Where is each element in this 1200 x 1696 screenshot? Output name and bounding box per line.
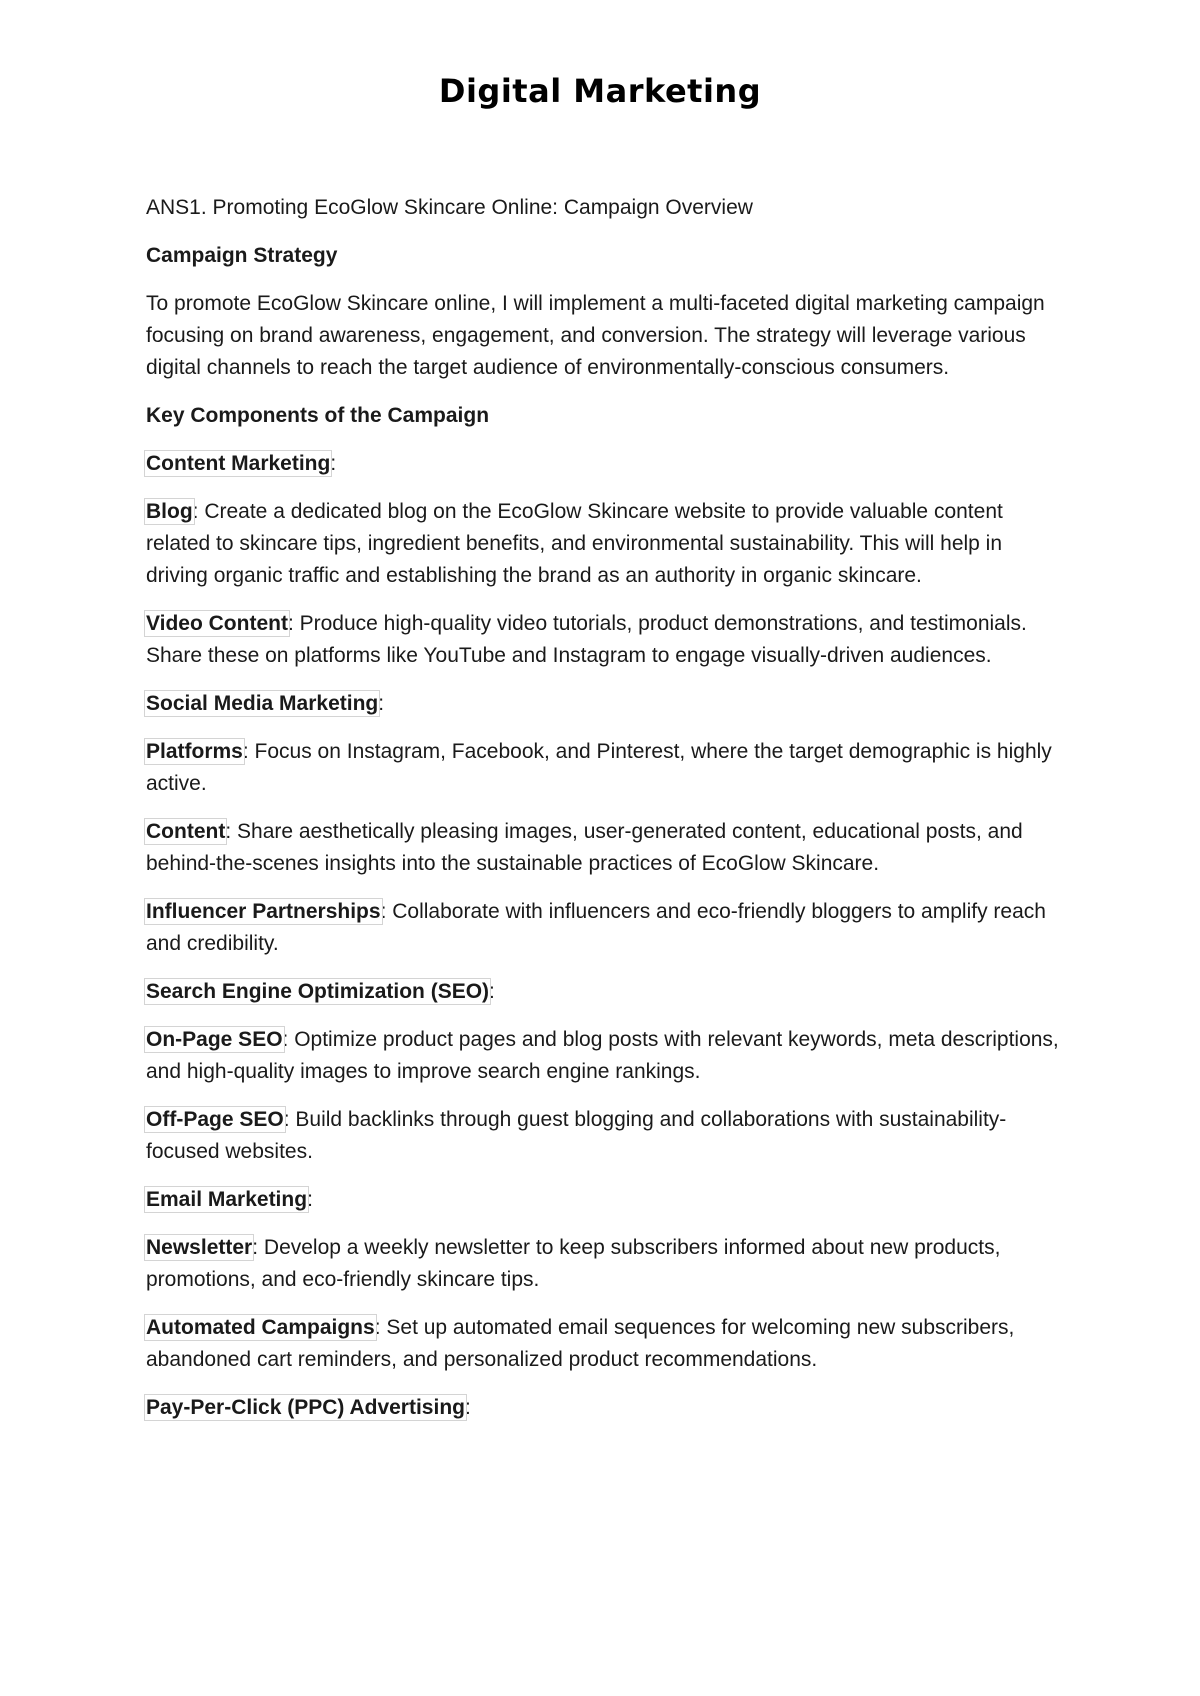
onpage-seo-text: Optimize product pages and blog posts with relevant keywords, meta descriptions, and high-quality images to improve search engine rankings. — [146, 1028, 1059, 1083]
content-paragraph — [146, 816, 1066, 880]
platforms-term: Platforms — [146, 740, 243, 763]
document-body — [146, 192, 1066, 1440]
colon: : — [380, 900, 387, 923]
colon: : — [282, 1028, 289, 1051]
colon: : — [330, 452, 337, 475]
influencer-text: Collaborate with influencers and eco-friendly bloggers to amplify reach and credibility. — [146, 900, 1046, 955]
colon: : — [378, 692, 385, 715]
automated-campaigns-text: Set up automated email sequences for welcoming new subscribers, abandoned cart reminders, and personalized product recommendations. — [146, 1316, 1015, 1371]
onpage-seo-term: On-Page SEO — [146, 1028, 283, 1051]
content-term: Content — [146, 820, 226, 843]
platforms-paragraph — [146, 736, 1066, 800]
colon: : — [464, 1396, 471, 1419]
blog-text: Create a dedicated blog on the EcoGlow Skincare website to provide valuable content related to skincare tips, ingredient benefits, and environmental sustainability. This will help in driving organic traffic and establishing the brand as an authority in organic skincare. — [146, 500, 1003, 587]
offpage-seo-term: Off-Page SEO — [146, 1108, 284, 1131]
influencer-paragraph — [146, 896, 1066, 960]
colon: : — [287, 612, 294, 635]
intro-line: ANS1. Promoting EcoGlow Skincare Online: Campaign Overview — [146, 196, 753, 219]
newsletter-term: Newsletter — [146, 1236, 253, 1259]
document-title: Digital Marketing — [438, 72, 762, 110]
campaign-strategy-heading: Campaign Strategy — [146, 244, 338, 267]
email-marketing-heading — [146, 1184, 1066, 1216]
video-content-text: Produce high-quality video tutorials, product demonstrations, and testimonials. Share these on platforms like YouTube and Instagram to engage visually-driven audiences. — [146, 612, 1027, 667]
content-text: Share aesthetically pleasing images, user-generated content, educational posts, and behind-the-scenes insights into the sustainable practices of EcoGlow Skincare. — [146, 820, 1023, 875]
colon: : — [283, 1108, 290, 1131]
video-content-term: Video Content — [146, 612, 288, 635]
content-marketing-heading — [146, 448, 1066, 480]
social-media-term: Social Media Marketing — [146, 692, 379, 715]
social-media-heading — [146, 688, 1066, 720]
colon: : — [374, 1316, 381, 1339]
platforms-text: Focus on Instagram, Facebook, and Pinterest, where the target demographic is highly active. — [146, 740, 1052, 795]
key-components-heading: Key Components of the Campaign — [146, 404, 490, 427]
influencer-term: Influencer Partnerships — [146, 900, 381, 923]
seo-heading — [146, 976, 1066, 1008]
offpage-seo-paragraph — [146, 1104, 1066, 1168]
campaign-strategy-paragraph: To promote EcoGlow Skincare online, I will implement a multi-faceted digital marketing campaign focusing on brand awareness, engagement, and conversion. The strategy will leverage various digital channels to reach the target audience of environmentally-conscious consumers. — [146, 292, 1045, 379]
seo-term: Search Engine Optimization (SEO) — [146, 980, 490, 1003]
onpage-seo-paragraph — [146, 1024, 1066, 1088]
colon: : — [252, 1236, 259, 1259]
video-content-paragraph — [146, 608, 1066, 672]
offpage-seo-text: Build backlinks through guest blogging and collaborations with sustainability-focused websites. — [146, 1108, 1007, 1163]
blog-paragraph — [146, 496, 1066, 592]
automated-campaigns-term: Automated Campaigns — [146, 1316, 375, 1339]
colon: : — [242, 740, 249, 763]
email-marketing-term: Email Marketing — [146, 1188, 308, 1211]
blog-term: Blog — [146, 500, 193, 523]
content-marketing-term: Content Marketing — [146, 452, 331, 475]
colon: : — [225, 820, 232, 843]
automated-campaigns-paragraph — [146, 1312, 1066, 1376]
colon: : — [307, 1188, 313, 1211]
colon: : — [192, 500, 199, 523]
ppc-heading — [146, 1392, 1066, 1424]
ppc-term: Pay-Per-Click (PPC) Advertising — [146, 1396, 465, 1419]
colon: : — [489, 980, 495, 1003]
newsletter-paragraph — [146, 1232, 1066, 1296]
newsletter-text: Develop a weekly newsletter to keep subscribers informed about new products, promotions, and eco-friendly skincare tips. — [146, 1236, 1001, 1291]
